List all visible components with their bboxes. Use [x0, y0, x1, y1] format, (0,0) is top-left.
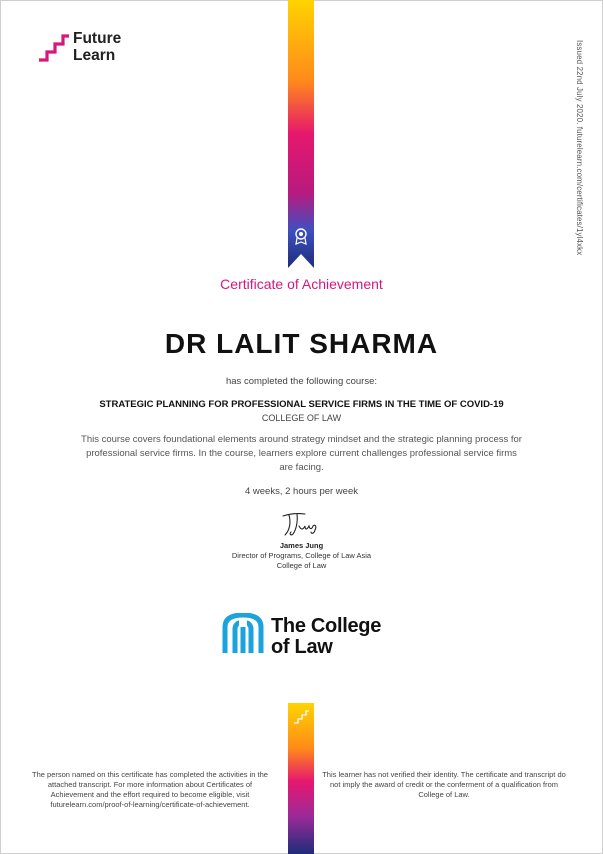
- signature-mark: [275, 508, 335, 538]
- partner-line-2: of Law: [271, 636, 333, 658]
- partner-line-1: The College: [271, 615, 382, 637]
- completed-text: has completed the following course:: [225, 376, 378, 387]
- certificate-title: Certificate of Achievement: [220, 276, 383, 292]
- signatory-role: Director of Programs, College of Law Asia: [231, 551, 372, 560]
- footer-right-note: This learner has not verified their identity. The certificate and transcript do not imply the award of credit or the conferment of a qualification from College of Law.: [322, 770, 566, 799]
- bottom-ribbon: [288, 703, 314, 854]
- brand-line-2: Learn: [73, 47, 116, 64]
- award-ribbon-icon: [288, 0, 314, 268]
- course-organisation: COLLEGE OF LAW: [261, 413, 342, 423]
- partner-logo-text: [271, 616, 381, 658]
- footer-left-note: The person named on this certificate has completed the activities in the attached transcript. For more information about Certificates of Achievement and the effort required to become eligible, visit futurelearn.com/proof-of-learning/certificate-of-achievement.: [32, 770, 268, 809]
- course-duration: 4 weeks, 2 hours per week: [244, 486, 358, 497]
- signatory-name: James Jung: [279, 541, 324, 550]
- brand-line-1: Future: [73, 30, 122, 47]
- course-title: STRATEGIC PLANNING FOR PROFESSIONAL SERVICE FIRMS IN THE TIME OF COVID-19: [99, 399, 504, 410]
- course-description: This course covers foundational elements around strategy mindset and the strategic planning process for professional service firms. In the course, learners explore current challenges professional service firms are facing.: [81, 434, 522, 473]
- issue-info: Issued 22nd July 2020. futurelearn.com/certificates/1yl4xkx: [575, 40, 584, 256]
- brand-logo-text: [73, 30, 121, 64]
- signatory-organisation: College of Law: [276, 561, 327, 570]
- recipient-name: DR LALIT SHARMA: [164, 328, 439, 359]
- college-of-law-logo-icon: [221, 613, 265, 657]
